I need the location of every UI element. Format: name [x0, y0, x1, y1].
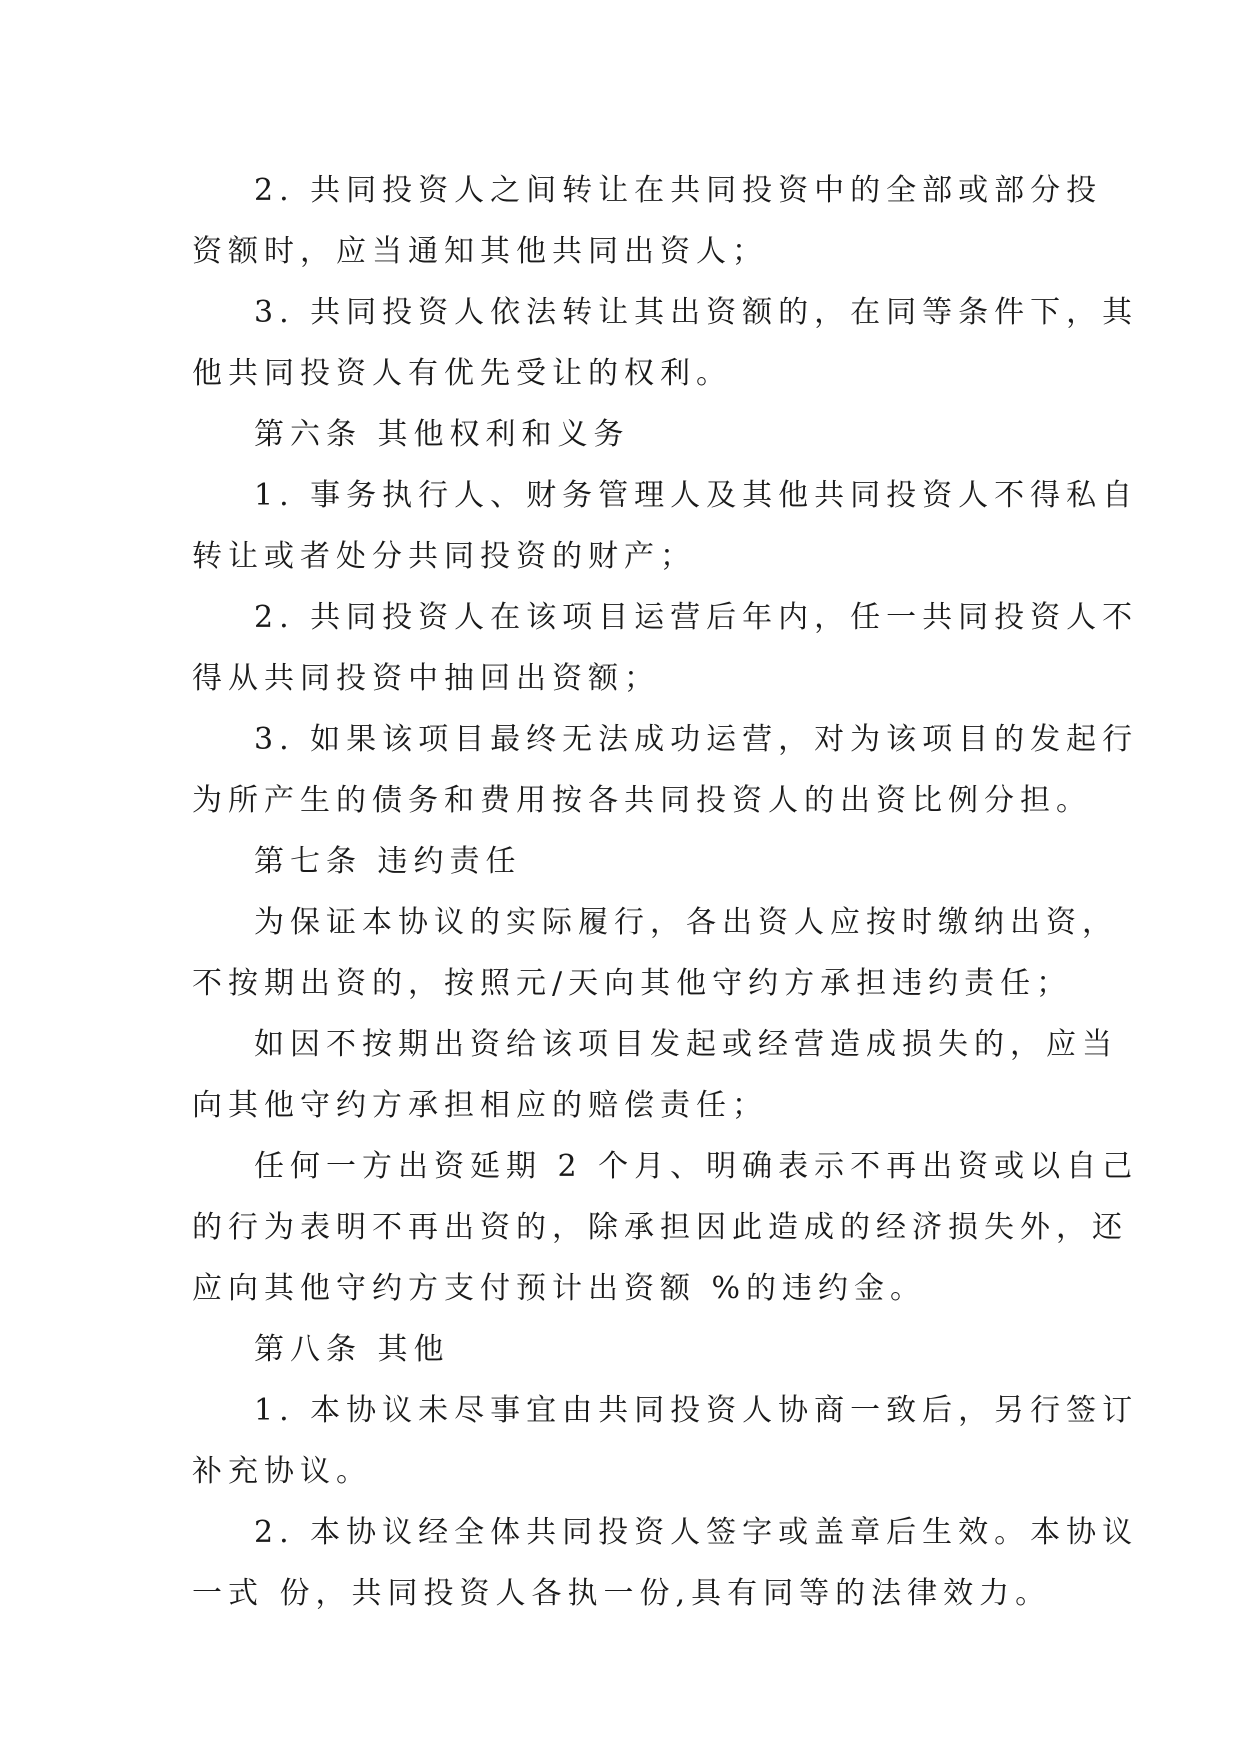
text-line: 他共同投资人有优先受让的权利。	[192, 356, 732, 391]
section-heading: 第七条 违约责任	[254, 844, 522, 879]
text-line: 3. 共同投资人依法转让其出资额的，在同等条件下，其	[254, 295, 1139, 330]
text-line: 2. 共同投资人在该项目运营后年内，任一共同投资人不	[254, 600, 1139, 635]
text-line: 不按期出资的，按照元/天向其他守约方承担违约责任；	[192, 966, 1073, 1001]
text-line: 1. 本协议未尽事宜由共同投资人协商一致后，另行签订	[254, 1393, 1139, 1428]
section-heading: 第六条 其他权利和义务	[254, 417, 630, 452]
text-line: 转让或者处分共同投资的财产；	[192, 539, 696, 574]
document-body	[192, 160, 1139, 1624]
text-line: 向其他守约方承担相应的赔偿责任；	[192, 1088, 768, 1123]
text-line: 资额时，应当通知其他共同出资人；	[192, 234, 768, 269]
text-line: 如因不按期出资给该项目发起或经营造成损失的，应当	[254, 1027, 1118, 1062]
text-line: 1. 事务执行人、财务管理人及其他共同投资人不得私自	[254, 478, 1139, 513]
section-heading: 第八条 其他	[254, 1332, 450, 1367]
text-line: 得从共同投资中抽回出资额；	[192, 661, 660, 696]
text-line: 2. 本协议经全体共同投资人签字或盖章后生效。本协议	[254, 1515, 1139, 1550]
text-line: 2. 共同投资人之间转让在共同投资中的全部或部分投	[254, 173, 1103, 208]
text-line: 任何一方出资延期 2 个月、明确表示不再出资或以自己	[254, 1149, 1139, 1184]
text-line: 补充协议。	[192, 1454, 372, 1489]
text-line: 3. 如果该项目最终无法成功运营，对为该项目的发起行	[254, 722, 1139, 757]
text-line: 的行为表明不再出资的，除承担因此造成的经济损失外，还	[192, 1210, 1128, 1245]
text-line: 为保证本协议的实际履行，各出资人应按时缴纳出资，	[254, 905, 1118, 940]
text-line: 一式 份，共同投资人各执一份,具有同等的法律效力。	[192, 1576, 1052, 1611]
text-line: 为所产生的债务和费用按各共同投资人的出资比例分担。	[192, 783, 1092, 818]
text-line: 应向其他守约方支付预计出资额 %的违约金。	[192, 1271, 927, 1306]
